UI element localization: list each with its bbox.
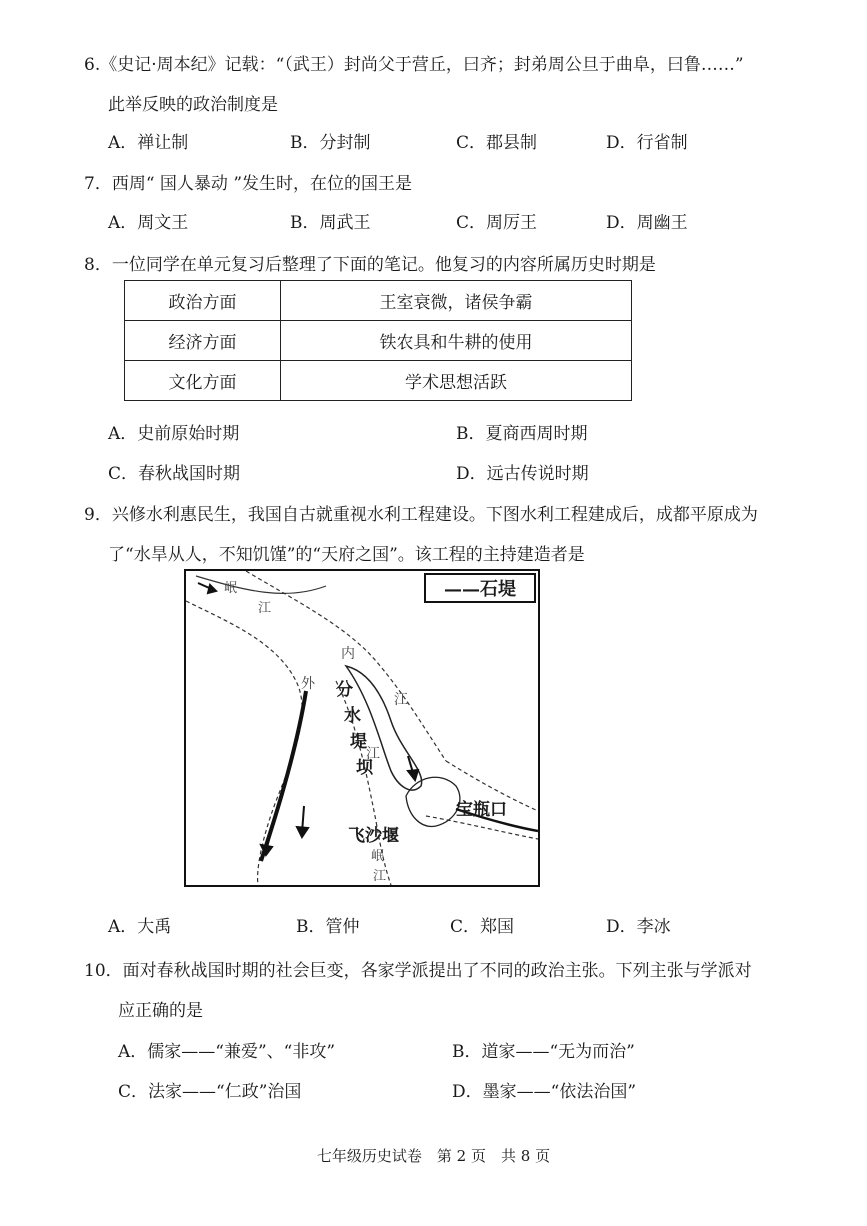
table-row [125,321,632,361]
q10-stem-line1: 10．面对春秋战国时期的社会巨变，各家学派提出了不同的政治主张。下列主张与学派对 [84,961,752,981]
q8-option-b: B．夏商西周时期 [456,424,588,444]
table-cell: 经济方面 [125,321,281,361]
table-cell: 王室衰微，诸侯争霸 [281,281,632,321]
q10-option-c: C．法家——“仁政”治国 [118,1082,302,1102]
q6-option-b: B．分封制 [290,133,371,153]
table-row [125,281,632,321]
q8-stem: 8．一位同学在单元复习后整理了下面的笔记。他复习的内容所属历史时期是 [84,255,656,275]
label-fenshui-4: 坝 [356,758,373,778]
q9-option-d: D．李冰 [606,917,671,937]
q8-option-d: D．远古传说时期 [456,464,589,484]
q9-stem-line1: 9．兴修水利惠民生，我国自古就重视水利工程建设。下图水利工程建成后，成都平原成为 [84,505,758,525]
q9-option-b: B．管仲 [296,917,360,937]
q10-option-d: D．墨家——“依法治国” [452,1082,637,1102]
q6-stem-line1: 6.《史记·周本纪》记载：“（武王）封尚父于营丘，曰齐；封弟周公旦于曲阜，曰鲁……” [84,55,744,75]
dujiangyan-map [184,569,540,887]
q7-stem: 7．西周“ 国人暴动 ”发生时，在位的国王是 [84,174,413,194]
label-minjiang-bottom-2: 江 [373,869,387,884]
label-minjiang-bottom-1: 岷 [371,849,385,864]
label-fenshui-2: 水 [344,706,361,726]
q6-option-d: D．行省制 [606,133,688,153]
q9-option-c: C．郑国 [450,917,515,937]
table-row [125,361,632,401]
label-minjiang-top-2: 江 [258,601,272,616]
table-cell: 政治方面 [125,281,281,321]
table-cell: 文化方面 [125,361,281,401]
label-neijiang-2: 江 [394,692,408,708]
q8-option-a: A．史前原始时期 [108,424,240,444]
q7-option-d: D．周幽王 [606,213,688,233]
label-neijiang-1: 内 [341,646,355,662]
q9-option-a: A．大禹 [108,917,172,937]
q7-option-b: B．周武王 [290,213,371,233]
label-minjiang-top-1: 岷 [224,581,238,596]
q7-option-a: A．周文王 [108,213,189,233]
table-cell: 学术思想活跃 [281,361,632,401]
label-fenshui-1: 分 [336,680,353,700]
q6-option-c: C．郡县制 [456,133,538,153]
q6-stem-line2: 此举反映的政治制度是 [108,95,278,115]
q10-option-b: B．道家——“无为而治” [452,1042,635,1062]
q10-stem-line2: 应正确的是 [118,1001,203,1021]
q6-option-a: A．禅让制 [108,133,189,153]
label-fenshui-3: 堤 [350,732,367,752]
q8-notes-table [124,280,632,401]
label-baopingkou: 宝瓶口 [456,800,507,820]
table-cell: 铁农具和牛耕的使用 [281,321,632,361]
q10-option-a: A．儒家——“兼爱”、“非攻” [118,1042,336,1062]
map-legend: ——石堤 [424,573,536,603]
q7-option-c: C．周厉王 [456,213,538,233]
label-waijiang-1: 外 [301,676,315,692]
label-feishayan: 飞沙堰 [348,826,399,846]
q9-stem-line2: 了“水旱从人，不知饥馑”的“天府之国”。该工程的主持建造者是 [108,545,585,565]
label-waijiang-2: 江 [366,746,380,762]
q8-option-c: C．春秋战国时期 [108,464,241,484]
page-footer: 七年级历史试卷 第 2 页 共 8 页 [316,1147,551,1165]
